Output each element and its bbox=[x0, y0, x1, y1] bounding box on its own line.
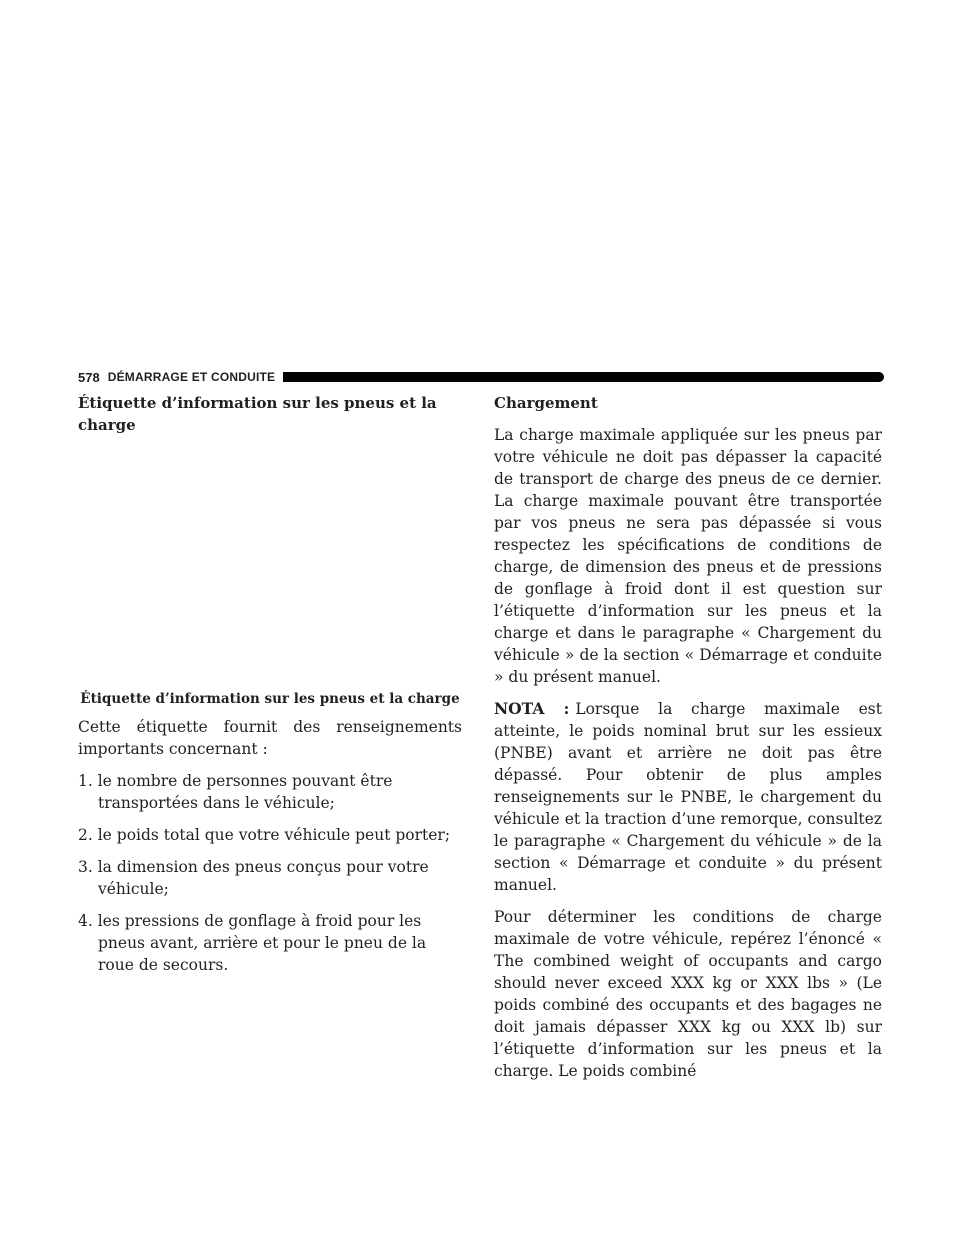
nota-text: Lorsque la charge maximale est atteinte, le poids nominal brut sur les essieux (PNBE) avant et arrière ne doit pas être dépassé. Pour obtenir de plus amples renseignements sur le PNBE, le chargement du véhicule et la traction d’une remorque, consultez le paragraphe « Chargement du véhicule » de la section « Démarrage et conduite » du présent manuel. bbox=[494, 700, 882, 894]
loading-paragraph: La charge maximale appliquée sur les pneus par votre véhicule ne doit pas dépasser la capacité de transport de charge des pneus de ce dernier. La charge maximale pouvant être transportée par vos pneus ne sera pas dépassée si vous respectez les spécifications de conditions de charge, de dimension des pneus et de pressions de gonflage à froid dont il est question sur l’étiquette d’information sur les pneus et la charge et dans le paragraphe « Chargement du véhicule » de la section « Démarrage et conduite » du présent manuel. bbox=[494, 426, 882, 686]
page-header bbox=[78, 368, 884, 386]
list-item: 2. le poids total que votre véhicule peut porter; bbox=[78, 826, 451, 844]
section-title: DÉMARRAGE ET CONDUITE bbox=[107, 370, 276, 384]
nota-paragraph bbox=[494, 698, 882, 896]
intro-paragraph: Cette étiquette fournit des renseignements importants concernant : bbox=[78, 718, 462, 758]
tire-label-image-placeholder bbox=[78, 446, 462, 688]
loading-heading: Chargement bbox=[494, 394, 598, 412]
list-item: 3. la dimension des pneus conçus pour votre véhicule; bbox=[78, 858, 429, 898]
list-item: 1. le nombre de personnes pouvant être transportées dans le véhicule; bbox=[78, 772, 393, 812]
page-number: 578 bbox=[78, 369, 100, 385]
max-load-paragraph: Pour déterminer les conditions de charge maximale de votre véhicule, repérez l’énoncé « The combined weight of occupants and cargo should never exceed XXX kg or XXX lbs » (Le poids combiné des occupants et des bagages ne doit jamais dépasser XXX kg ou XXX lb) sur l’étiquette d’information sur les pneus et la charge. Le poids combiné bbox=[494, 908, 882, 1080]
figure-caption: Étiquette d’information sur les pneus et la charge bbox=[80, 691, 460, 707]
header-rule bbox=[283, 372, 884, 382]
info-list bbox=[78, 770, 462, 976]
right-column bbox=[494, 390, 882, 1092]
nota-label: NOTA : bbox=[494, 699, 570, 718]
tire-label-heading: Étiquette d’information sur les pneus et la charge bbox=[78, 394, 437, 434]
left-column bbox=[78, 390, 462, 986]
list-item: 4. les pressions de gonflage à froid pour les pneus avant, arrière et pour le pneu de la roue de secours. bbox=[78, 912, 427, 974]
